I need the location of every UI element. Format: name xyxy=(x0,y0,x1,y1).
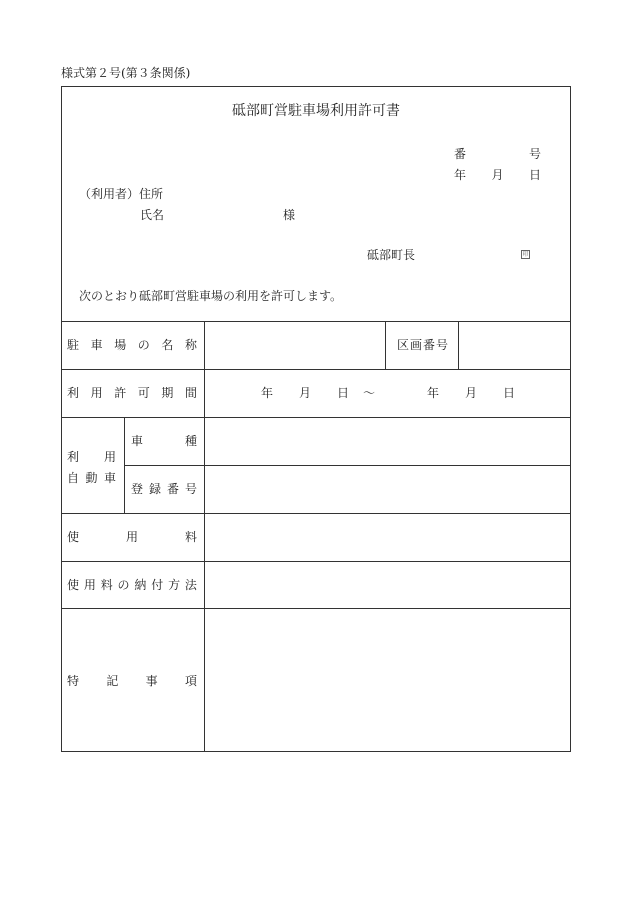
label-char: 録 xyxy=(148,482,161,496)
number-char: 号 xyxy=(528,147,541,161)
label-char: 利 xyxy=(67,386,80,400)
label-char: 項 xyxy=(184,674,197,688)
number-line xyxy=(454,147,541,161)
label-char: 期 xyxy=(161,386,174,400)
form-title: 砥部町営駐車場利用許可書 xyxy=(232,103,400,119)
date-line xyxy=(454,168,541,182)
remarks-value[interactable] xyxy=(205,609,570,751)
car-type-value[interactable] xyxy=(205,418,570,465)
period-to-month: 月 xyxy=(464,386,477,400)
period-from-year: 年 xyxy=(261,386,274,400)
label-char: 間 xyxy=(184,386,197,400)
section-number-value[interactable] xyxy=(459,322,570,369)
label-char: 用 xyxy=(125,530,138,544)
period-from-month: 月 xyxy=(298,386,311,400)
issuer-title: 砥部町長 xyxy=(367,248,416,262)
period-to-day: 日 xyxy=(502,386,515,400)
registration-number-label xyxy=(131,482,197,496)
label-char: 車 xyxy=(103,471,116,485)
label-char: 使 xyxy=(67,530,80,544)
remarks-label xyxy=(67,674,197,688)
parking-name-value[interactable] xyxy=(205,322,385,369)
label-char: 用 xyxy=(103,450,116,464)
period-to-date[interactable] xyxy=(427,386,515,400)
label-char: 事 xyxy=(145,674,158,688)
label-char: 記 xyxy=(106,674,119,688)
label-char: の xyxy=(117,578,130,592)
label-char: 用 xyxy=(83,578,96,592)
label-char: 種 xyxy=(184,434,197,448)
period-to-year: 年 xyxy=(427,386,440,400)
car-type-label xyxy=(131,434,197,448)
table-rule xyxy=(61,369,571,370)
honorific: 様 xyxy=(283,208,296,222)
label-char: 法 xyxy=(184,578,197,592)
label-char: 名 xyxy=(161,338,174,352)
user-name-label: 氏名 xyxy=(140,208,165,222)
label-char: 登 xyxy=(131,482,144,496)
label-char: 号 xyxy=(184,482,197,496)
label-char: の xyxy=(137,338,150,352)
period-from-day: 日 xyxy=(336,386,349,400)
table-column-rule xyxy=(385,321,386,369)
usage-fee-value[interactable] xyxy=(205,514,570,561)
form-number: 様式第２号(第３条関係) xyxy=(61,66,191,80)
label-char: 動 xyxy=(85,471,98,485)
label-char: 方 xyxy=(168,578,181,592)
label-char: 称 xyxy=(184,338,197,352)
number-char: 番 xyxy=(454,147,467,161)
label-char: 使 xyxy=(67,578,80,592)
label-char: 料 xyxy=(184,530,197,544)
label-char: 可 xyxy=(137,386,150,400)
label-char: 納 xyxy=(134,578,147,592)
label-char: 場 xyxy=(114,338,127,352)
usage-period-label xyxy=(67,386,197,400)
section-number-label: 区画番号 xyxy=(397,338,450,352)
date-year: 年 xyxy=(454,168,467,182)
label-char: 利 xyxy=(67,450,80,464)
date-day: 日 xyxy=(528,168,541,182)
permission-statement: 次のとおり砥部町営駐車場の利用を許可します。 xyxy=(79,289,343,303)
date-month: 月 xyxy=(491,168,504,182)
payment-method-value[interactable] xyxy=(205,562,570,608)
registration-number-value[interactable] xyxy=(205,466,570,513)
seal-mark: 印 xyxy=(522,251,529,258)
table-column-rule xyxy=(124,417,125,513)
label-char: 許 xyxy=(114,386,127,400)
parking-name-label xyxy=(67,338,197,352)
label-char: 車 xyxy=(131,434,144,448)
label-char: 付 xyxy=(151,578,164,592)
vehicle-group-label-line2 xyxy=(67,471,116,485)
label-char: 特 xyxy=(67,674,80,688)
user-address-label: （利用者）住所 xyxy=(79,187,164,201)
period-from-date[interactable] xyxy=(261,386,349,400)
label-char: 番 xyxy=(166,482,179,496)
payment-method-label xyxy=(67,578,197,592)
label-char: 料 xyxy=(100,578,113,592)
label-char: 用 xyxy=(90,386,103,400)
label-char: 自 xyxy=(67,471,80,485)
vehicle-group-label-line1 xyxy=(67,450,116,464)
usage-fee-label xyxy=(67,530,197,544)
label-char: 車 xyxy=(90,338,103,352)
label-char: 駐 xyxy=(67,338,80,352)
period-tilde: ～ xyxy=(363,386,376,400)
